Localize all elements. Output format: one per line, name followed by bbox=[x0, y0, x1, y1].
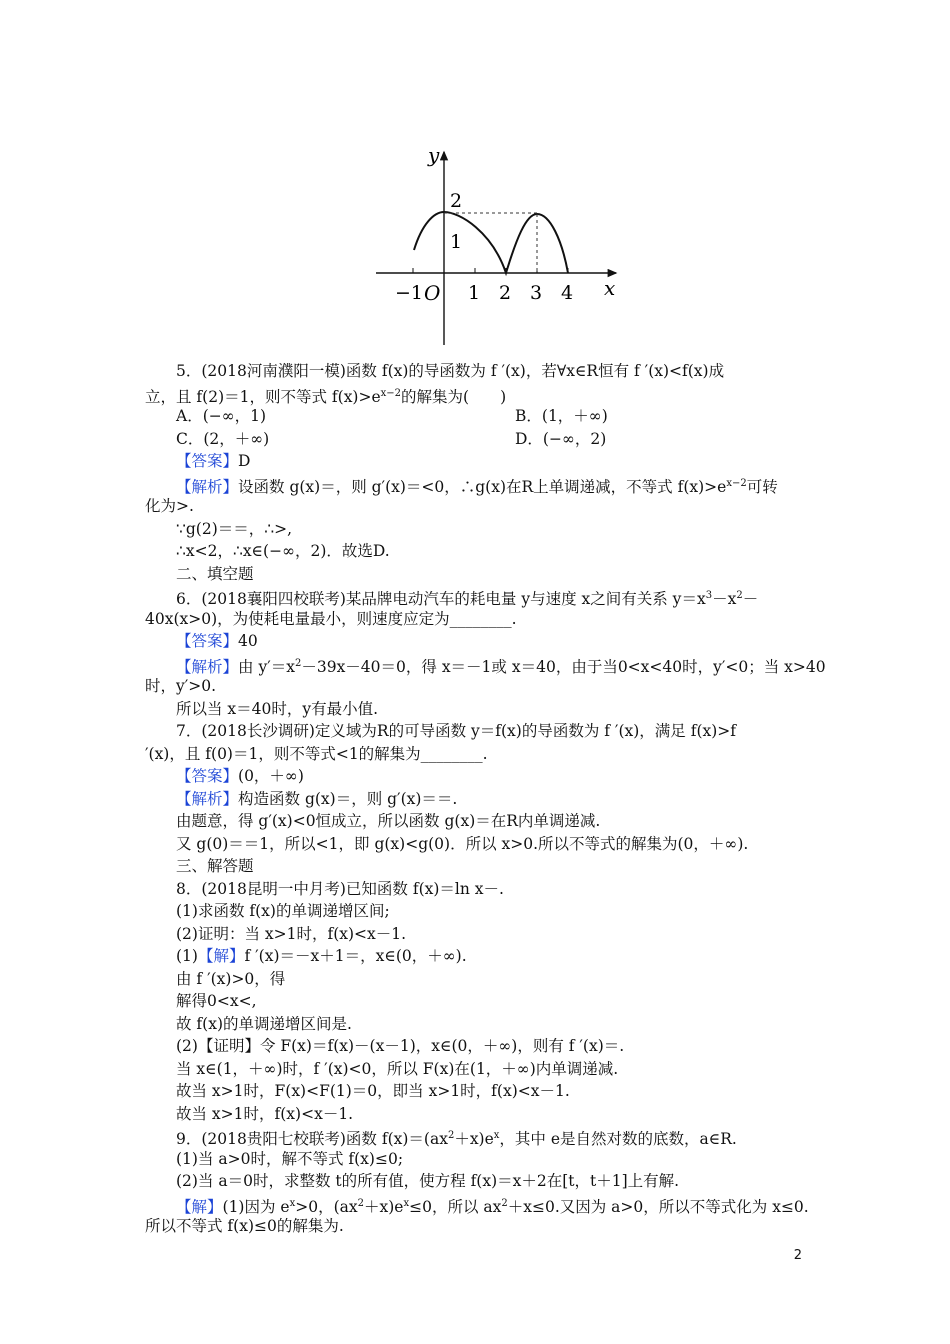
text-line bbox=[145, 563, 810, 586]
answer-tag: 【解析】 bbox=[176, 477, 239, 496]
superscript: 2 bbox=[357, 1197, 364, 1209]
text-run: 所以不等式 f(x)≤0的解集为. bbox=[145, 1217, 344, 1235]
text-run: 由题意，得 g′(x)<0恒成立，所以函数 g(x)＝在R内单调递减. bbox=[176, 812, 601, 830]
text-run: (2)证明：当 x>1时，f(x)<x－1. bbox=[176, 924, 407, 943]
text-run: 立，且 f(2)＝1，则不等式 f(x)>e bbox=[145, 387, 381, 406]
text-line bbox=[145, 923, 810, 946]
option-label: C．(2，＋∞) bbox=[176, 429, 270, 448]
answer-tag: 【答案】 bbox=[176, 452, 239, 470]
text-line bbox=[145, 1035, 810, 1058]
superscript: x−2 bbox=[726, 477, 747, 489]
text-line bbox=[145, 1013, 810, 1036]
text-run: ＋x≤0.又因为 a>0，所以不等式化为 x≤0. bbox=[507, 1197, 809, 1216]
text-line bbox=[145, 1215, 810, 1238]
option-label: A．(−∞，1) bbox=[176, 407, 267, 425]
text-run: 解得0<x<, bbox=[176, 992, 257, 1010]
text-line bbox=[145, 585, 810, 608]
text-line bbox=[145, 675, 810, 698]
text-line bbox=[145, 383, 810, 406]
answer-tag: 【解】 bbox=[176, 1197, 223, 1216]
text-run: 化为>. bbox=[145, 497, 194, 515]
text-run: (1)当 a>0时，解不等式 f(x)≤0; bbox=[176, 1149, 404, 1168]
y-axis-label: y bbox=[428, 143, 440, 167]
text-run: 故当 x>1时，f(x)<x－1. bbox=[176, 1104, 354, 1123]
superscript: x bbox=[403, 1197, 410, 1209]
answer-tag: 【解析】 bbox=[176, 657, 239, 676]
y-tick-label: 1 bbox=[450, 231, 463, 253]
text-run: ，其中 e是自然对数的底数，a∈R. bbox=[499, 1130, 737, 1149]
text-run: 所以当 x＝40时，y有最小值. bbox=[176, 699, 379, 718]
x-axis-label: x bbox=[604, 276, 616, 300]
text-run: (1)因为 e bbox=[222, 1197, 290, 1216]
text-run: 二、填空题 bbox=[176, 564, 254, 583]
text-run: ＋x)e bbox=[363, 1197, 404, 1216]
text-run: －39x－40＝0，得 x＝－1或 x＝40，由于当0<x<40时，y′<0；当 x>40 bbox=[301, 657, 826, 676]
text-line bbox=[145, 360, 810, 383]
text-run: ＋x)e bbox=[454, 1130, 494, 1149]
text-run: (2)【证明】令 F(x)＝f(x)－(x－1)，x∈(0，＋∞)，则有 f ′(x)＝. bbox=[176, 1037, 625, 1055]
text-line bbox=[145, 810, 810, 833]
text-line bbox=[145, 788, 810, 811]
text-line bbox=[145, 990, 810, 1013]
text-line bbox=[145, 1125, 810, 1148]
text-run: 由 y′＝x bbox=[238, 657, 295, 676]
text-line bbox=[145, 608, 810, 631]
text-line bbox=[145, 1170, 810, 1193]
text-run: 当 x∈(1，＋∞)时，f ′(x)<0，所以 F(x)在(1，＋∞)内单调递减. bbox=[176, 1059, 619, 1078]
text-line bbox=[145, 743, 810, 766]
text-line bbox=[145, 540, 810, 563]
option-label: B．(1，＋∞) bbox=[515, 407, 608, 425]
text-run: >0，(ax bbox=[295, 1197, 358, 1216]
y-tick-label: 2 bbox=[450, 190, 463, 212]
text-line bbox=[145, 653, 826, 676]
text-line bbox=[145, 1148, 810, 1171]
text-line bbox=[145, 1080, 810, 1103]
origin-label: O bbox=[424, 281, 441, 305]
text-run: (1) bbox=[176, 947, 198, 965]
text-line bbox=[145, 855, 810, 878]
superscript: x bbox=[493, 1130, 500, 1141]
text-line bbox=[145, 833, 810, 856]
text-run: 时，y′>0. bbox=[145, 677, 217, 695]
superscript: 2 bbox=[501, 1197, 508, 1209]
text-line bbox=[145, 405, 810, 428]
text-run: ′(x)，且 f(0)＝1，则不等式<1的解集为________. bbox=[145, 744, 488, 763]
text-run: (1)求函数 f(x)的单调递增区间; bbox=[176, 902, 390, 920]
text-run: (0，＋∞) bbox=[238, 767, 304, 785]
text-line bbox=[145, 630, 810, 653]
text-run: 由 f ′(x)>0，得 bbox=[176, 969, 286, 988]
text-run: f ′(x)＝－x＋1＝，x∈(0，＋∞). bbox=[244, 947, 467, 965]
answer-tag: 【解析】 bbox=[176, 789, 239, 808]
x-tick-label: −1 bbox=[395, 282, 424, 304]
text-line bbox=[145, 698, 810, 721]
text-run: 构造函数 g(x)＝，则 g′(x)＝＝. bbox=[238, 789, 458, 808]
x-tick-label: 3 bbox=[530, 282, 543, 304]
text-run: 7．(2018长沙调研)定义域为R的可导函数 y＝f(x)的导函数为 f ′(x)，满足 f(x)>f bbox=[176, 722, 736, 740]
text-line bbox=[145, 428, 810, 451]
text-line bbox=[145, 1103, 810, 1126]
text-line bbox=[145, 1193, 810, 1216]
text-line bbox=[145, 945, 810, 968]
answer-tag: 【解】 bbox=[197, 947, 245, 965]
text-run: ∵g(2)＝＝，∴>, bbox=[176, 519, 293, 538]
page-number: 2 bbox=[793, 1248, 802, 1263]
text-run: 的解集为( ) bbox=[401, 387, 507, 406]
text-line bbox=[145, 1058, 810, 1081]
text-line bbox=[145, 473, 810, 496]
answer-tag: 【答案】 bbox=[176, 632, 239, 650]
problem-text bbox=[145, 360, 826, 1238]
superscript: x−2 bbox=[380, 387, 402, 399]
x-tick-label: 1 bbox=[468, 282, 481, 304]
text-run: 9．(2018贵阳七校联考)函数 f(x)＝(ax bbox=[176, 1130, 448, 1149]
text-run: －x bbox=[712, 590, 737, 609]
superscript: x bbox=[289, 1197, 296, 1209]
text-run: 8．(2018昆明一中月考)已知函数 f(x)＝ln x－. bbox=[176, 879, 504, 898]
text-run: (2)当 a＝0时，求整数 t的所有值，使方程 f(x)＝x＋2在[t，t＋1]上有解. bbox=[176, 1172, 680, 1190]
text-run: 可转 bbox=[746, 477, 778, 496]
text-run: ∴x<2，∴x∈(−∞，2)．故选D. bbox=[176, 542, 390, 560]
answer-tag: 【答案】 bbox=[176, 767, 239, 785]
function-graph-figure bbox=[370, 140, 630, 355]
text-run: － bbox=[742, 590, 759, 609]
superscript: 2 bbox=[736, 590, 743, 601]
superscript: 2 bbox=[294, 657, 302, 669]
text-line bbox=[145, 518, 810, 541]
text-run: 设函数 g(x)＝，则 g′(x)＝<0，∴g(x)在R上单调递减，不等式 f(x)>e bbox=[238, 477, 727, 496]
superscript: 3 bbox=[705, 590, 713, 601]
text-run: 故 f(x)的单调递增区间是. bbox=[176, 1014, 352, 1033]
text-run: 40 bbox=[238, 632, 258, 650]
text-line bbox=[145, 878, 810, 901]
text-line bbox=[145, 450, 810, 473]
text-run: 又 g(0)＝＝1，所以<1，即 g(x)<g(0)．所以 x>0.所以不等式的解集为(0，＋∞). bbox=[176, 834, 749, 853]
text-line bbox=[145, 968, 810, 991]
text-line bbox=[145, 765, 810, 788]
text-line bbox=[145, 495, 810, 518]
x-tick-label: 2 bbox=[499, 282, 512, 304]
text-run: 三、解答题 bbox=[176, 857, 254, 875]
option-label: D．(−∞，2) bbox=[515, 429, 607, 448]
text-run: 6．(2018襄阳四校联考)某品牌电动汽车的耗电量 y与速度 x之间有关系 y＝x bbox=[176, 590, 706, 609]
function-curve bbox=[414, 212, 568, 273]
text-run: 5．(2018河南濮阳一模)函数 f(x)的导函数为 f ′(x)，若∀x∈R恒有 f ′(x)<f(x)成 bbox=[176, 362, 725, 380]
superscript: 2 bbox=[447, 1130, 455, 1141]
text-run: ≤0，所以 ax bbox=[409, 1197, 502, 1216]
text-line bbox=[145, 900, 810, 923]
x-tick-label: 4 bbox=[561, 282, 574, 304]
text-run: 40x(x>0)，为使耗电量最小，则速度应定为________. bbox=[145, 609, 517, 628]
text-run: 故当 x>1时，F(x)<F(1)＝0，即当 x>1时，f(x)<x－1. bbox=[176, 1082, 570, 1100]
text-line bbox=[145, 720, 810, 743]
text-run: D bbox=[238, 452, 251, 470]
